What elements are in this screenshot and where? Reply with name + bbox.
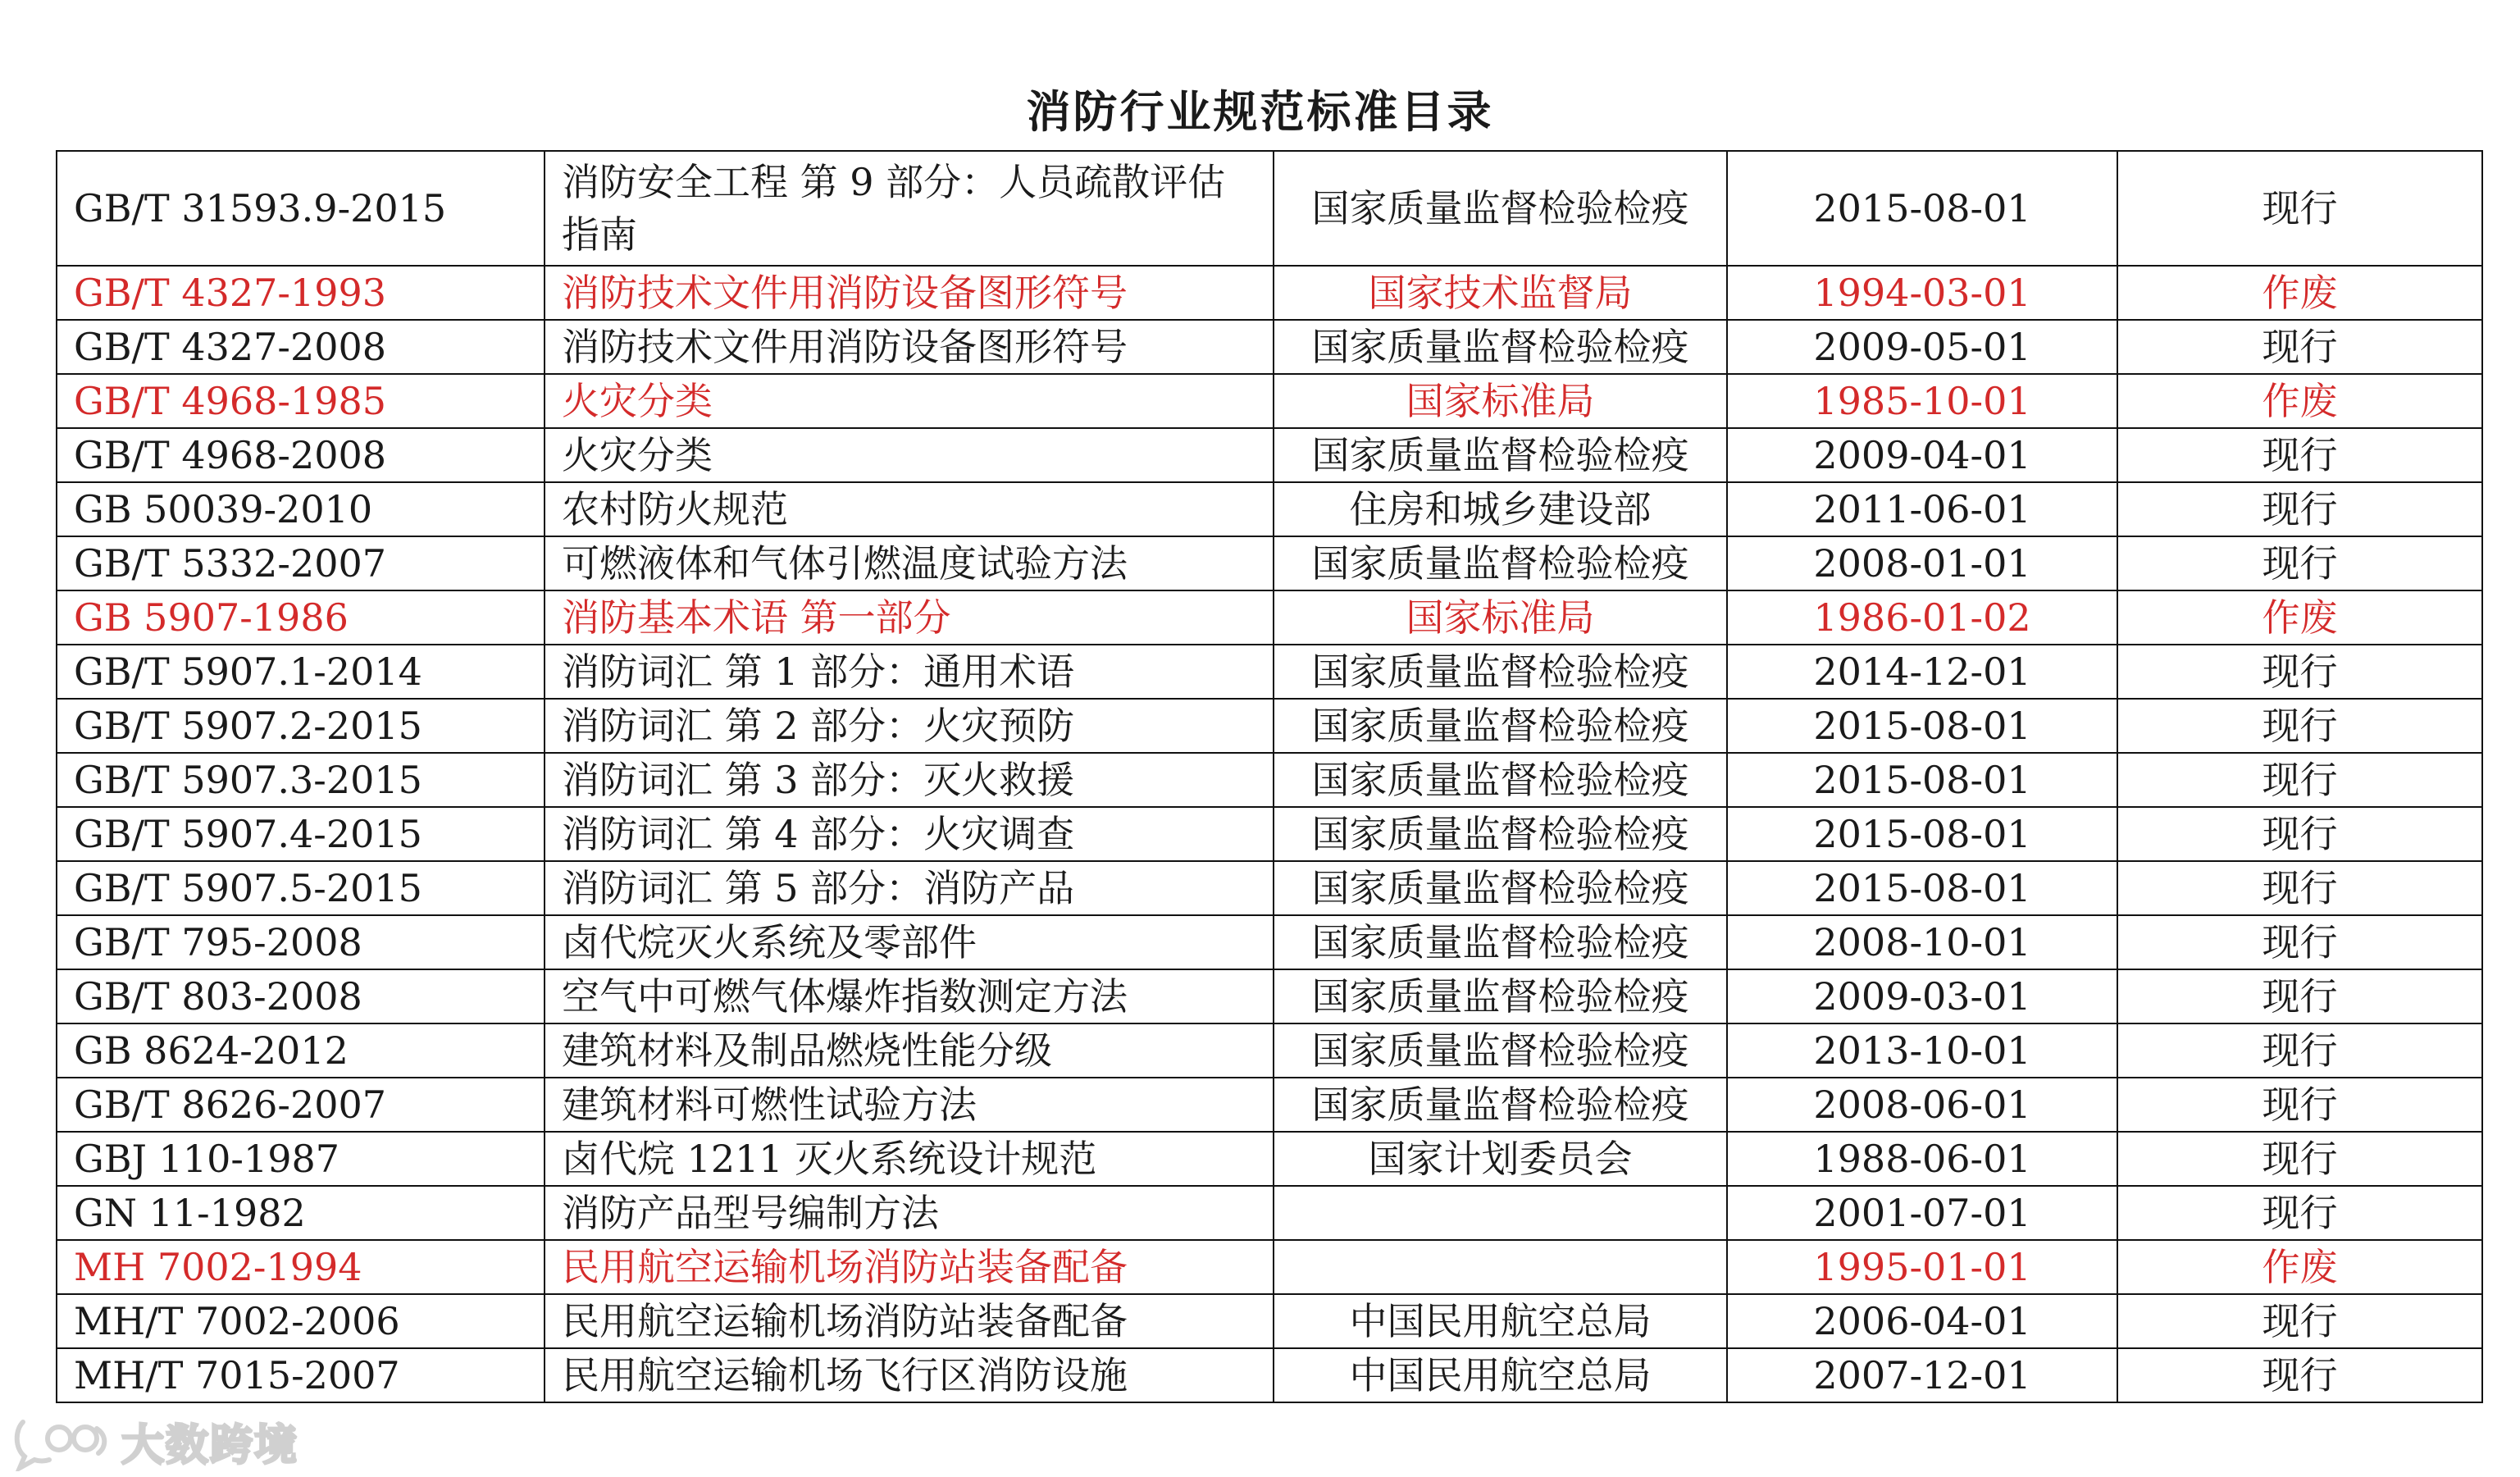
standard-code-cell: GB/T 4968-2008 bbox=[57, 428, 545, 482]
issuing-department-cell: 国家质量监督检验检疫 bbox=[1274, 699, 1727, 753]
standard-code-cell: GB 8624-2012 bbox=[57, 1023, 545, 1078]
standard-name-cell: 卤代烷灭火系统及零部件 bbox=[545, 915, 1274, 969]
standard-code-cell: GB/T 5907.5-2015 bbox=[57, 861, 545, 915]
standard-name-cell: 建筑材料及制品燃烧性能分级 bbox=[545, 1023, 1274, 1078]
status-cell: 现行 bbox=[2117, 1294, 2482, 1348]
status-cell: 现行 bbox=[2117, 915, 2482, 969]
standard-code-cell: GB/T 5907.4-2015 bbox=[57, 807, 545, 861]
table-row bbox=[57, 861, 2482, 915]
watermark bbox=[11, 1409, 298, 1473]
status-cell: 作废 bbox=[2117, 1240, 2482, 1294]
standard-code-cell: GB/T 8626-2007 bbox=[57, 1078, 545, 1132]
standard-code-cell: GB/T 803-2008 bbox=[57, 969, 545, 1023]
issuing-department-cell: 国家质量监督检验检疫 bbox=[1274, 151, 1727, 266]
table-row bbox=[57, 1132, 2482, 1186]
issuing-department-cell: 国家质量监督检验检疫 bbox=[1274, 536, 1727, 590]
issuing-department-cell: 国家质量监督检验检疫 bbox=[1274, 1078, 1727, 1132]
effective-date-cell: 2007-12-01 bbox=[1727, 1348, 2117, 1402]
table-row bbox=[57, 753, 2482, 807]
issuing-department-cell: 国家质量监督检验检疫 bbox=[1274, 807, 1727, 861]
standard-code-cell: GBJ 110-1987 bbox=[57, 1132, 545, 1186]
issuing-department-cell: 国家质量监督检验检疫 bbox=[1274, 1023, 1727, 1078]
table-row bbox=[57, 969, 2482, 1023]
standard-code-cell: GB/T 5907.2-2015 bbox=[57, 699, 545, 753]
issuing-department-cell: 国家技术监督局 bbox=[1274, 266, 1727, 320]
standard-name-cell: 火灾分类 bbox=[545, 428, 1274, 482]
standards-table-body bbox=[57, 151, 2482, 1402]
table-row bbox=[57, 1240, 2482, 1294]
status-cell: 现行 bbox=[2117, 482, 2482, 536]
issuing-department-cell: 中国民用航空总局 bbox=[1274, 1294, 1727, 1348]
effective-date-cell: 2015-08-01 bbox=[1727, 753, 2117, 807]
issuing-department-cell: 国家质量监督检验检疫 bbox=[1274, 428, 1727, 482]
effective-date-cell: 2001-07-01 bbox=[1727, 1186, 2117, 1240]
table-row bbox=[57, 590, 2482, 645]
status-cell: 作废 bbox=[2117, 374, 2482, 428]
table-row bbox=[57, 1023, 2482, 1078]
issuing-department-cell: 国家质量监督检验检疫 bbox=[1274, 320, 1727, 374]
table-row bbox=[57, 1078, 2482, 1132]
table-row bbox=[57, 915, 2482, 969]
standard-code-cell: MH 7002-1994 bbox=[57, 1240, 545, 1294]
standard-code-cell: GB/T 4968-1985 bbox=[57, 374, 545, 428]
table-row bbox=[57, 699, 2482, 753]
status-cell: 现行 bbox=[2117, 699, 2482, 753]
table-row bbox=[57, 320, 2482, 374]
table-row bbox=[57, 1186, 2482, 1240]
table-row bbox=[57, 645, 2482, 699]
issuing-department-cell bbox=[1274, 1240, 1727, 1294]
standard-name-cell: 消防安全工程 第 9 部分：人员疏散评估指南 bbox=[545, 151, 1274, 266]
status-cell: 现行 bbox=[2117, 861, 2482, 915]
effective-date-cell: 2015-08-01 bbox=[1727, 699, 2117, 753]
status-cell: 现行 bbox=[2117, 1078, 2482, 1132]
issuing-department-cell bbox=[1274, 1186, 1727, 1240]
issuing-department-cell: 国家质量监督检验检疫 bbox=[1274, 753, 1727, 807]
standard-code-cell: GB/T 795-2008 bbox=[57, 915, 545, 969]
table-row bbox=[57, 536, 2482, 590]
standard-code-cell: MH/T 7002-2006 bbox=[57, 1294, 545, 1348]
watermark-text: 大数跨境 bbox=[121, 1420, 299, 1470]
status-cell: 现行 bbox=[2117, 753, 2482, 807]
standard-name-cell: 民用航空运输机场消防站装备配备 bbox=[545, 1294, 1274, 1348]
standard-name-cell: 消防词汇 第 3 部分：灭火救援 bbox=[545, 753, 1274, 807]
standard-name-cell: 消防词汇 第 5 部分：消防产品 bbox=[545, 861, 1274, 915]
standard-name-cell: 消防产品型号编制方法 bbox=[545, 1186, 1274, 1240]
status-cell: 现行 bbox=[2117, 1132, 2482, 1186]
issuing-department-cell: 国家质量监督检验检疫 bbox=[1274, 861, 1727, 915]
effective-date-cell: 1988-06-01 bbox=[1727, 1132, 2117, 1186]
standard-code-cell: GB/T 4327-1993 bbox=[57, 266, 545, 320]
issuing-department-cell: 住房和城乡建设部 bbox=[1274, 482, 1727, 536]
table-row bbox=[57, 428, 2482, 482]
standard-name-cell: 民用航空运输机场消防站装备配备 bbox=[545, 1240, 1274, 1294]
table-row bbox=[57, 266, 2482, 320]
table-row bbox=[57, 1348, 2482, 1402]
status-cell: 现行 bbox=[2117, 1186, 2482, 1240]
standard-name-cell: 可燃液体和气体引燃温度试验方法 bbox=[545, 536, 1274, 590]
standard-name-cell: 卤代烷 1211 灭火系统设计规范 bbox=[545, 1132, 1274, 1186]
standard-name-cell: 消防词汇 第 2 部分：火灾预防 bbox=[545, 699, 1274, 753]
standard-code-cell: GB/T 31593.9-2015 bbox=[57, 151, 545, 266]
status-cell: 现行 bbox=[2117, 320, 2482, 374]
standard-code-cell: GB/T 5907.3-2015 bbox=[57, 753, 545, 807]
effective-date-cell: 1994-03-01 bbox=[1727, 266, 2117, 320]
status-cell: 作废 bbox=[2117, 266, 2482, 320]
effective-date-cell: 2014-12-01 bbox=[1727, 645, 2117, 699]
standard-name-cell: 消防词汇 第 1 部分：通用术语 bbox=[545, 645, 1274, 699]
effective-date-cell: 2011-06-01 bbox=[1727, 482, 2117, 536]
effective-date-cell: 2009-03-01 bbox=[1727, 969, 2117, 1023]
effective-date-cell: 2015-08-01 bbox=[1727, 807, 2117, 861]
standard-name-cell: 消防技术文件用消防设备图形符号 bbox=[545, 266, 1274, 320]
status-cell: 现行 bbox=[2117, 536, 2482, 590]
standard-code-cell: MH/T 7015-2007 bbox=[57, 1348, 545, 1402]
effective-date-cell: 2006-04-01 bbox=[1727, 1294, 2117, 1348]
table-row bbox=[57, 374, 2482, 428]
effective-date-cell: 1985-10-01 bbox=[1727, 374, 2117, 428]
table-row bbox=[57, 151, 2482, 266]
standard-name-cell: 消防词汇 第 4 部分：火灾调查 bbox=[545, 807, 1274, 861]
standard-name-cell: 民用航空运输机场飞行区消防设施 bbox=[545, 1348, 1274, 1402]
status-cell: 现行 bbox=[2117, 428, 2482, 482]
issuing-department-cell: 国家质量监督检验检疫 bbox=[1274, 969, 1727, 1023]
effective-date-cell: 2013-10-01 bbox=[1727, 1023, 2117, 1078]
issuing-department-cell: 中国民用航空总局 bbox=[1274, 1348, 1727, 1402]
speech-bubble-logo-icon bbox=[11, 1411, 110, 1471]
effective-date-cell: 2009-04-01 bbox=[1727, 428, 2117, 482]
effective-date-cell: 1995-01-01 bbox=[1727, 1240, 2117, 1294]
status-cell: 现行 bbox=[2117, 645, 2482, 699]
effective-date-cell: 2015-08-01 bbox=[1727, 861, 2117, 915]
status-cell: 作废 bbox=[2117, 590, 2482, 645]
standard-name-cell: 空气中可燃气体爆炸指数测定方法 bbox=[545, 969, 1274, 1023]
status-cell: 现行 bbox=[2117, 151, 2482, 266]
issuing-department-cell: 国家标准局 bbox=[1274, 374, 1727, 428]
effective-date-cell: 1986-01-02 bbox=[1727, 590, 2117, 645]
standard-code-cell: GN 11-1982 bbox=[57, 1186, 545, 1240]
issuing-department-cell: 国家标准局 bbox=[1274, 590, 1727, 645]
standard-name-cell: 火灾分类 bbox=[545, 374, 1274, 428]
effective-date-cell: 2008-10-01 bbox=[1727, 915, 2117, 969]
standard-name-cell: 建筑材料可燃性试验方法 bbox=[545, 1078, 1274, 1132]
issuing-department-cell: 国家计划委员会 bbox=[1274, 1132, 1727, 1186]
effective-date-cell: 2008-01-01 bbox=[1727, 536, 2117, 590]
standard-code-cell: GB 5907-1986 bbox=[57, 590, 545, 645]
standard-code-cell: GB/T 5332-2007 bbox=[57, 536, 545, 590]
standard-code-cell: GB/T 5907.1-2014 bbox=[57, 645, 545, 699]
issuing-department-cell: 国家质量监督检验检疫 bbox=[1274, 645, 1727, 699]
table-row bbox=[57, 482, 2482, 536]
table-row bbox=[57, 1294, 2482, 1348]
status-cell: 现行 bbox=[2117, 1023, 2482, 1078]
standards-table bbox=[56, 150, 2483, 1403]
table-row bbox=[57, 807, 2482, 861]
effective-date-cell: 2008-06-01 bbox=[1727, 1078, 2117, 1132]
status-cell: 现行 bbox=[2117, 807, 2482, 861]
status-cell: 现行 bbox=[2117, 969, 2482, 1023]
standard-code-cell: GB/T 4327-2008 bbox=[57, 320, 545, 374]
status-cell: 现行 bbox=[2117, 1348, 2482, 1402]
effective-date-cell: 2015-08-01 bbox=[1727, 151, 2117, 266]
issuing-department-cell: 国家质量监督检验检疫 bbox=[1274, 915, 1727, 969]
standard-code-cell: GB 50039-2010 bbox=[57, 482, 545, 536]
standard-name-cell: 消防基本术语 第一部分 bbox=[545, 590, 1274, 645]
effective-date-cell: 2009-05-01 bbox=[1727, 320, 2117, 374]
page-title: 消防行业规范标准目录 bbox=[1026, 85, 1494, 139]
standard-name-cell: 农村防火规范 bbox=[545, 482, 1274, 536]
standard-name-cell: 消防技术文件用消防设备图形符号 bbox=[545, 320, 1274, 374]
